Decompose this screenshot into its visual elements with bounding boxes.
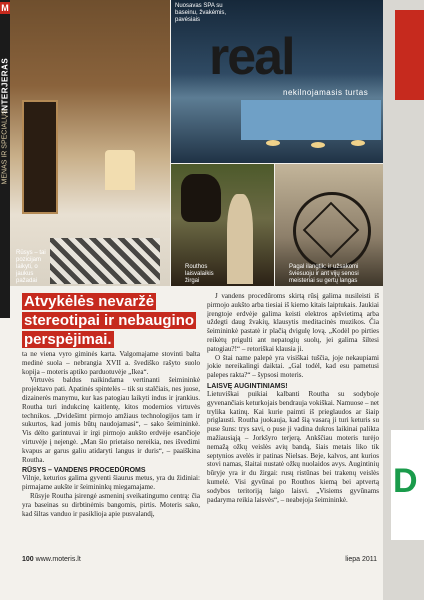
paragraph: Vilnje, keturios galima gyventi šiaurus metus, yra du židiniai: pirmajame aukšte ir šeimininkų miegamajame. [22, 474, 200, 492]
candle-light [311, 142, 325, 148]
woman-shape [227, 194, 253, 284]
gate-photo [275, 164, 383, 286]
paragraph: Virtuvės baldus naikindama vertinanti šeimininkė projektavo pati. Apatinės spintelės – tik su stalčiais, nes juose, dizainerės manymu, kur kas patogiau laikyti indus ir įrankius. Routha turi indukcinę kaitlentę, kitos modernios virtuvės technikos. „Dvidešimt pirmojo amžiaus technologijos tam ir sukurtos, kad jomis būtų naudojamasi“, – sako šeimininkė. Vis dėlto garintuvai ir irgi pirmojo aukšto erdvėje esančioje virtuvėje į nejengė. „Man šio prietaiso nereikia, nes išvedimi kvapus ar garus galiu atidaryti langus ir duris“, – paaiškina Routha. [22, 376, 200, 464]
hall-caption: Rūsys – tai pozicijam laikyti, o jaukus pažadai [16, 250, 46, 284]
paragraph: J vandens procedūroms skirtą rūsį galima nusileisti iš pirmojo aukšto arba tiesiai iš kiemo kitais laiptukais. Jaukiai įrengtoje erdvėje galima keisti elektros apšvietimą arba uždegti daug žvakių, klausytis meditacinės muzikos. Čia šeimininkė pastatė ir plačią dvigulę lovą. „Kodėl po pirties reikėtų prigulti ant nepatogių suolų, jei galima šiltesi patogiau?!“ – retoriškai klausia ji. [207, 292, 379, 353]
magazine-logo [209, 28, 387, 97]
rug-shape [50, 238, 160, 284]
subheading: LAISVĘ AUGINTINIAMS! [207, 382, 288, 390]
paragraph: ta ne viena vyro giminės karta. Valgomajame stovinti balta medinė suola – nebrangia XVII a. švediško rašyto suolo kopija – moteris aptiko parduotuvėje „Ikea“. [22, 350, 200, 376]
site-link[interactable]: www.moteris.lt [35, 556, 81, 563]
logo-word: real [209, 28, 294, 86]
lamp-shape [105, 150, 135, 190]
paragraph: Rūsyje Routha įsirengė asmeninį sveikatingumo centrą: čia yra baseinas su dirbtinėmis bangomis, pirtis. Moteris sako, kad šiltas vanduo ir pasiklioja apie pusvalandį, [22, 491, 200, 518]
candle-light [266, 140, 280, 146]
horse-shape [181, 174, 221, 222]
page-footer [22, 556, 377, 563]
issue-month: liepa 2011 [345, 556, 377, 563]
paragraph: O štai name palepė yra visiškai tuščia, joje nekaupiami jokie nereikalingi daiktai. „Gal todėl, kad esu pametusi palepes rakta?“ – šypsosi moteris. [207, 353, 379, 380]
logo-tagline: nekilnojamasis turtas [283, 88, 369, 97]
section-subtitle: MENAS IR SPECIALŲS [1, 109, 9, 185]
spa-caption: Nuosavas SPA su baseinu, žvakėmis, pavėsiais [175, 3, 227, 23]
section-title: INTERJERAS [0, 57, 10, 114]
next-page-strip [383, 0, 424, 600]
subheading: RŪSYS – VANDENS PROCEDŪROMS [22, 467, 146, 475]
strip-letter: D [393, 462, 418, 500]
hall-photo [10, 0, 170, 286]
text-column-left [22, 350, 200, 518]
pool-shape [241, 100, 381, 140]
gate-caption: Pagal ilangtik: ir užsakomi šviesuoju ir ant vijų senosi meisteriai su gertų langas [289, 264, 359, 284]
paragraph: Lietuviškai puikiai kalbanti Routha su sodyboje gyvenančiais keturkojais bendrauja vokiškai. Namuose – net trylika katinų. Kai kurie paimti iš prieglaudos ar šiaip priglausti. Routha juokauja, kad šią vasarą ji turi keturis su puse šuns: trys savi, o puse ji vadina dukros laikinai palikta mažiausiąją – Jorkšyro terjerą. Ankščiau moteris turėjo nemažą ožkų veislės avių bandą, šiais metais liko tik septynios avelės ir patinas Nielsas. Beje, kalvos, ant kurios stovi namas, šlaitai nustatė ožkų nuolaidos avys. Augintinių būryje yra ir du žirgai: rusų ristūnas bei trakenų veislės kumelė. Visi gyvūnai po Routhos kiemą bei aptvertą sodybos teritoriją laigo laisvi. „Visiems gyvūnams padaryma reikia laisvės“, – neabejoja šeimininkė. [207, 389, 379, 504]
candle-light [351, 140, 365, 146]
strip-red-block [395, 10, 424, 100]
headline-text: Atvykėlės nevaržė stereotipai ir nebaugino perspėjimai. [24, 293, 195, 348]
page-number: 100 [22, 556, 34, 563]
horse-caption: Routhos laisvalaikis žirgai [185, 264, 214, 284]
section-letter: M [1, 3, 9, 13]
headline [22, 292, 202, 349]
text-column-right [207, 292, 379, 504]
section-rail [0, 0, 10, 318]
door-shape [22, 100, 58, 214]
horse-photo [171, 164, 274, 286]
